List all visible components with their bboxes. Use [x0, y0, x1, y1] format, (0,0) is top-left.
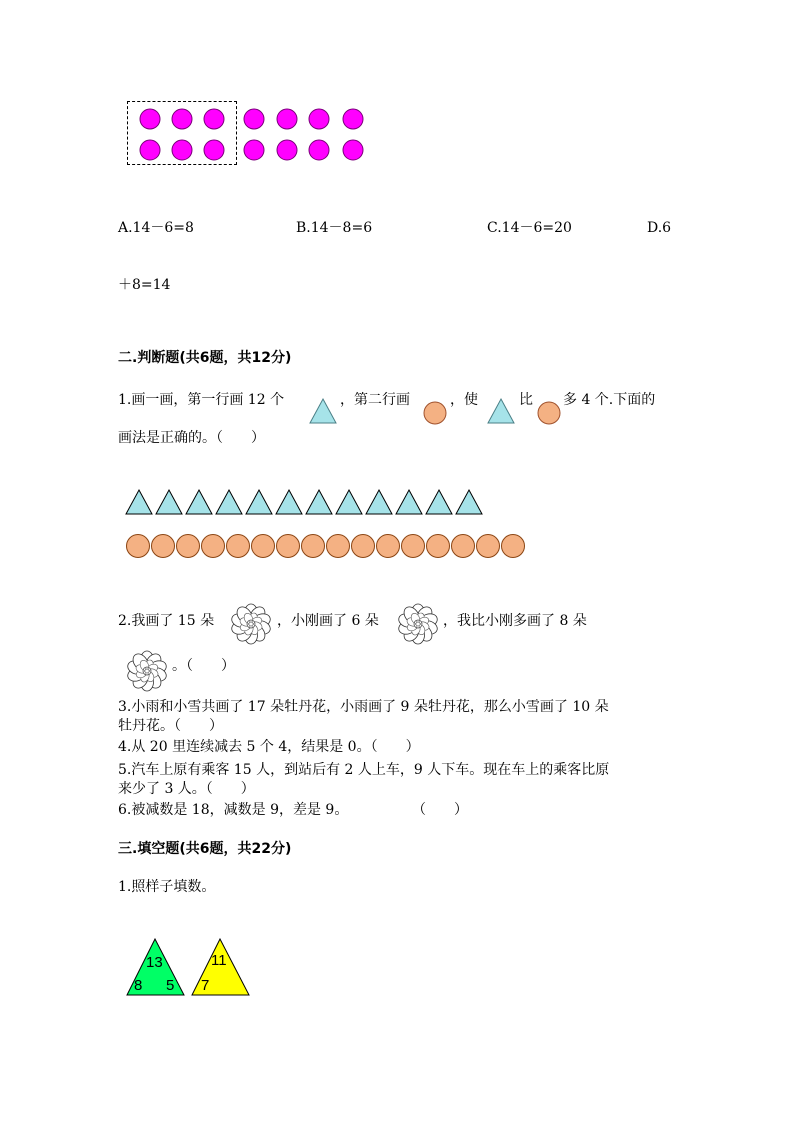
- circle-shape: [352, 535, 375, 558]
- triangle2-left-number: 7: [201, 977, 210, 994]
- dot: [140, 140, 160, 160]
- flower-icon: [228, 604, 274, 644]
- q1-text-part4: 比: [519, 392, 533, 408]
- dot: [140, 109, 160, 129]
- circle-shape: [127, 535, 150, 558]
- option-d: D.6: [647, 220, 672, 236]
- q1-text-part5: 多 4 个.下面的: [563, 392, 656, 408]
- option-b: B.14－8=6: [296, 220, 373, 236]
- q2-text-part1: 2.我画了 15 朵: [118, 613, 215, 629]
- flower-icon: [395, 604, 441, 644]
- circle-shape: [152, 535, 175, 558]
- triangle-icon: [309, 398, 337, 424]
- circle-shape: [427, 535, 450, 558]
- q2-text-part4: 。（ ）: [172, 658, 235, 674]
- q2-text-part2: ，小刚画了 6 朵: [277, 613, 379, 629]
- triangle-shape: [186, 490, 212, 514]
- dot: [343, 109, 363, 129]
- section-heading-fill-in: 三.填空题(共6题，共22分): [118, 841, 292, 857]
- shapes-figure: [0, 480, 794, 580]
- circle-shape: [502, 535, 525, 558]
- q5-text-line1: 5.汽车上原有乘客 15 人，到站后有 2 人上车，9 人下车。现在车上的乘客比原: [118, 762, 610, 778]
- triangle-shape: [216, 490, 242, 514]
- triangle-shape: [336, 490, 362, 514]
- dot: [244, 140, 264, 160]
- triangle1-top-number: 13: [146, 954, 163, 971]
- circle-shape: [202, 535, 225, 558]
- q1-text-line2: 画法是正确的。（ ）: [118, 430, 265, 446]
- q3-text-line2: 牡丹花。（ ）: [118, 718, 223, 734]
- dot: [204, 109, 224, 129]
- triangle-shape: [456, 490, 482, 514]
- circle-shape: [402, 535, 425, 558]
- q3-text-line1: 3.小雨和小雪共画了 17 朵牡丹花，小雨画了 9 朵牡丹花，那么小雪画了 10 朵: [118, 699, 609, 715]
- triangle-shape: [396, 490, 422, 514]
- dot: [172, 140, 192, 160]
- circle-shape: [477, 535, 500, 558]
- dot: [309, 109, 329, 129]
- triangle-shape: [306, 490, 332, 514]
- triangle-shape: [366, 490, 392, 514]
- dot: [277, 140, 297, 160]
- triangle1-left-number: 8: [134, 977, 143, 994]
- circle-shape: [452, 535, 475, 558]
- triangle-shape: [276, 490, 302, 514]
- triangle-icon: [487, 398, 515, 424]
- circle-shape: [377, 535, 400, 558]
- circle-icon: [537, 401, 561, 425]
- dot: [343, 140, 363, 160]
- circle-shape: [302, 535, 325, 558]
- option-d-continued: ＋8=14: [118, 277, 171, 293]
- dot: [244, 109, 264, 129]
- triangle1-right-number: 5: [166, 977, 175, 994]
- section-heading-judgement: 二.判断题(共6题，共12分): [118, 350, 292, 366]
- q1-text-part3: ，使: [450, 392, 478, 408]
- circle-shape: [227, 535, 250, 558]
- q5-text-line2: 来少了 3 人。（ ）: [118, 781, 255, 797]
- flower-icon: [124, 651, 170, 691]
- dots-figure: [0, 0, 794, 200]
- s3-q1-text: 1.照样子填数。: [118, 879, 216, 895]
- circle-icon: [423, 401, 447, 425]
- triangle2-top-number: 11: [211, 952, 227, 969]
- q6-text: 6.被减数是 18，减数是 9，差是 9。: [118, 802, 349, 818]
- dot: [309, 140, 329, 160]
- circle-shape: [252, 535, 275, 558]
- circle-shape: [327, 535, 350, 558]
- triangle-shape: [156, 490, 182, 514]
- circle-shape: [177, 535, 200, 558]
- option-c: C.14－6=20: [487, 220, 572, 236]
- triangle-shape: [426, 490, 452, 514]
- option-a: A.14－6=8: [118, 220, 194, 236]
- circle-shape: [277, 535, 300, 558]
- q1-text-part2: ，第二行画: [340, 392, 410, 408]
- triangle-shape: [246, 490, 272, 514]
- q1-text-part1: 1.画一画，第一行画 12 个: [118, 392, 285, 408]
- q2-text-part3: ，我比小刚多画了 8 朵: [443, 613, 587, 629]
- triangle-shape: [126, 490, 152, 514]
- dot: [277, 109, 297, 129]
- dot: [204, 140, 224, 160]
- q6-answer-paren: （ ）: [412, 802, 468, 818]
- dot: [172, 109, 192, 129]
- q4-text: 4.从 20 里连续减去 5 个 4，结果是 0。（ ）: [118, 739, 420, 755]
